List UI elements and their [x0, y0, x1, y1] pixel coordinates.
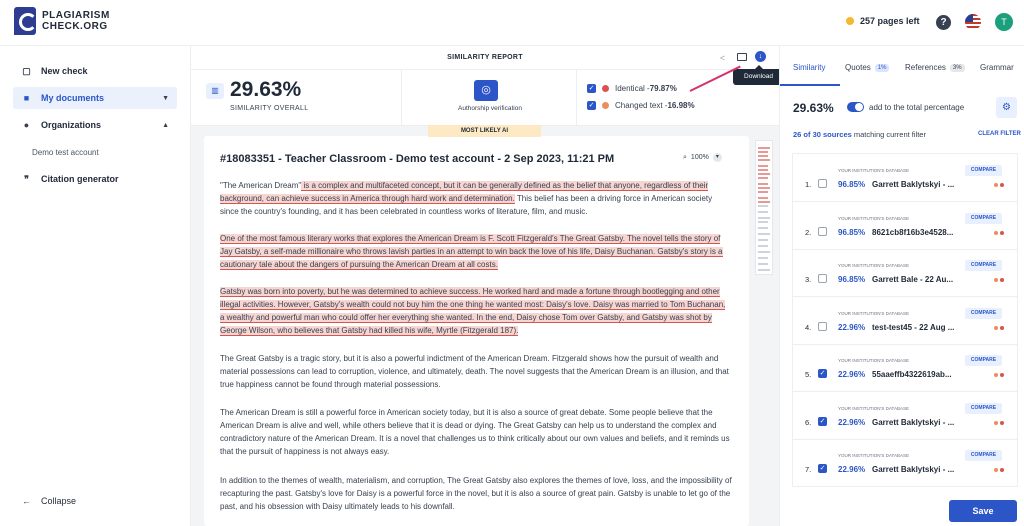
source-checkbox[interactable]: ✓ — [819, 417, 826, 425]
compare-button[interactable]: COMPARE — [965, 403, 1002, 414]
compare-button[interactable]: COMPARE — [965, 213, 1002, 224]
minimap-line — [758, 221, 768, 223]
minimap-line — [758, 177, 768, 179]
source-match-dots — [992, 278, 1004, 282]
sidebar-item-label: Citation generator — [41, 174, 119, 184]
source-match-dots — [992, 326, 1004, 330]
changed-dot-icon — [602, 102, 609, 109]
gear-icon[interactable]: ⚙ — [996, 97, 1017, 118]
source-number: 5. — [805, 370, 812, 379]
source-match-dots — [992, 183, 1004, 187]
changed-dot-icon — [994, 468, 998, 472]
source-database-label: YOUR INSTITUTION'S DATABASE — [838, 405, 909, 411]
identical-filter[interactable] — [587, 84, 677, 93]
minimap-line — [758, 227, 768, 229]
source-number: 7. — [805, 465, 812, 474]
source-checkbox[interactable]: ✓ — [819, 465, 826, 472]
changed-dot-icon — [994, 373, 998, 377]
document-title: #18083351 - Teacher Classroom - Demo test account - 2 Sep 2023, 11:21 PM — [220, 153, 615, 165]
source-checkbox[interactable] — [818, 274, 827, 283]
print-icon[interactable] — [737, 53, 747, 61]
source-number: 4. — [805, 322, 812, 332]
source-checkbox[interactable]: ✓ — [819, 370, 826, 377]
minimap-line — [758, 269, 770, 271]
changed-dot-icon — [994, 326, 998, 330]
tab-label: References — [905, 63, 946, 72]
source-database-label: YOUR INSTITUTION'S DATABASE — [838, 453, 909, 458]
source-item[interactable] — [793, 439, 1017, 487]
pages-left-indicator[interactable] — [846, 16, 920, 26]
sidebar-item-demo-test-account[interactable]: Demo test account — [32, 148, 99, 157]
compare-button[interactable]: COMPARE — [965, 165, 1002, 176]
compare-button[interactable]: COMPARE — [965, 450, 1002, 461]
tab-label: Similarity — [793, 63, 826, 72]
sources-list — [792, 153, 1018, 487]
fingerprint-icon: ◎ — [474, 80, 498, 101]
changed-dot-icon — [994, 183, 998, 187]
source-item[interactable] — [793, 392, 1017, 440]
similarity-overall-label: SIMILARITY OVERALL — [230, 105, 309, 112]
active-tab-indicator — [780, 84, 840, 86]
minimap-line — [758, 159, 770, 161]
minimap-line — [758, 257, 768, 259]
sidebar-item-new-check[interactable] — [13, 60, 177, 82]
sidebar — [0, 46, 191, 526]
source-percent: 96.85% — [838, 180, 866, 189]
minimap-line — [758, 263, 768, 265]
panel-similarity-value: 29.63% — [793, 101, 834, 115]
source-name[interactable]: Garrett Bale - 22 Au... — [872, 275, 954, 284]
chevron-down-icon: ▾ — [713, 153, 722, 162]
minimap-line — [758, 173, 770, 175]
save-button[interactable]: Save — [949, 500, 1017, 522]
identical-label: Identical - — [615, 84, 650, 93]
identical-dot-icon — [1000, 326, 1004, 330]
document-minimap[interactable] — [755, 140, 773, 275]
identical-value: 79.87% — [649, 84, 677, 93]
logo-line1: PLAGIARISM — [42, 10, 110, 21]
minimap-line — [758, 239, 768, 241]
changed-text-filter[interactable] — [587, 101, 695, 110]
minimap-line — [758, 197, 768, 199]
chevron-up-icon[interactable]: ▲ — [162, 121, 169, 129]
source-database-label: YOUR INSTITUTION'S DATABASE — [838, 358, 909, 363]
sidebar-item-organizations[interactable] — [13, 114, 177, 136]
source-item[interactable] — [793, 344, 1017, 392]
sources-count-value: 26 of 30 sources — [793, 130, 852, 139]
tab-references[interactable] — [905, 63, 965, 72]
paragraph-4: The Great Gatsby is a tragic story, but it is also a powerful indictment of the American Dream. Fitzgerald shows how the pursuit of wealth and material possessions can lead to corruption, violence, and ultimately, death. The novel suggests that the American Dream is an illusion, and that true happiness cannot be found through material possessions. — [220, 354, 729, 389]
identical-dot-icon — [1000, 183, 1004, 187]
folder-icon: ■ — [23, 93, 30, 103]
sidebar-item-label: My documents — [41, 93, 105, 103]
source-database-label: YOUR INSTITUTION'S DATABASE — [838, 215, 909, 221]
zoom-control[interactable] — [683, 153, 722, 162]
source-match-dots — [992, 231, 1004, 235]
report-header — [191, 46, 779, 70]
share-icon[interactable]: < — [720, 53, 726, 63]
tab-label: Grammar — [980, 63, 1014, 72]
document-icon: ▢ — [22, 65, 31, 76]
source-number: 2. — [805, 227, 812, 237]
identical-dot-icon — [1000, 468, 1004, 472]
text-plain: This belief has been a driving force in American society since the country's founding, and it has been celebrated in countless works of literature, film, and music. — [220, 194, 713, 216]
source-item[interactable] — [793, 249, 1017, 297]
most-likely-ai-badge: MOST LIKELY AI — [428, 125, 541, 137]
sidebar-item-citation-generator[interactable] — [13, 168, 177, 190]
identical-dot-icon — [602, 85, 609, 92]
paragraph-3 — [220, 285, 732, 337]
source-name[interactable]: Garrett Baklytskyi - ... — [872, 180, 955, 189]
paragraph-2 — [220, 232, 732, 271]
us-flag-icon[interactable] — [965, 14, 981, 30]
sources-count-suffix: matching current filter — [851, 130, 926, 139]
source-number: 3. — [805, 275, 812, 284]
users-icon: ● — [23, 120, 30, 130]
source-number: 1. — [805, 180, 812, 189]
sidebar-item-label: Organizations — [41, 120, 102, 130]
clear-filter-link[interactable]: CLEAR FILTER — [978, 131, 1021, 137]
coin-icon — [846, 17, 854, 25]
tab-badge: 3% — [950, 64, 965, 72]
paragraph-5: The American Dream is still a powerful force in American society today, but it is also a source of great debate. Some people believe that the American Dream is alive and well, while others believe that it is dead or dying. The Great Gatsby can help us to understand the complex and contradictory nature of the American Dream. It is a novel that challenges us to think critically about our own values and beliefs, and it reminds us that the pursuit of happiness is not always easy. — [220, 408, 730, 456]
source-checkbox[interactable] — [818, 322, 827, 331]
minimap-line — [758, 233, 770, 235]
minimap-line — [758, 147, 770, 149]
source-match-dots — [992, 421, 1004, 425]
source-name[interactable]: 8621cb8f16b3e4528... — [872, 227, 954, 237]
collapse-label: Collapse — [41, 496, 77, 506]
source-match-dots — [992, 468, 1004, 472]
download-tooltip: Download — [733, 69, 784, 85]
source-database-label: YOUR INSTITUTION'S DATABASE — [838, 168, 909, 173]
document-card — [204, 136, 749, 526]
changed-dot-icon — [994, 421, 998, 425]
source-name[interactable]: Garrett Baklytskyi - ... — [872, 465, 955, 474]
minimap-line — [758, 201, 770, 203]
source-match-dots — [992, 373, 1004, 377]
chevron-down-icon[interactable]: ▼ — [162, 94, 169, 102]
changed-text-label: Changed text - — [615, 101, 668, 110]
identical-dot-icon — [1000, 421, 1004, 425]
tab-label: Quotes — [845, 63, 871, 72]
paragraph-6: In addition to the themes of wealth, materialism, and corruption, The Great Gatsby also explores the themes of love, loss, and the impossibility of recapturing the past. Gatsby's love for Daisy is a powerful force in the novel, but it is also a source of great pain. Gatsby is unable to let go of the past, and his obsession with Daisy ultimately leads to his downfall. — [220, 476, 732, 511]
compare-button[interactable]: COMPARE — [965, 355, 1002, 366]
minimap-line — [758, 205, 768, 207]
similarity-summary — [191, 70, 779, 126]
minimap-line — [758, 245, 768, 247]
avatar[interactable]: T — [995, 13, 1013, 31]
text-match[interactable]: Gatsby was born into poverty, but he was determined to achieve success. He worked hard and made a fortune through bootlegging and other illegal activities. However, Gatsby's wealth could not buy him the one thing he wanted most: Daisy's love. Daisy was married to Tom Buchanan, a wealthy and powerful man who could offer her everything she wanted. In the end, Daisy chose Tom over Gatsby, and Gatsby was shot by George Wilson, who believes that Gatsby had killed his wife, Myrtle (Fitzgerald 187). — [220, 287, 726, 335]
minimap-line — [758, 211, 768, 213]
source-percent: 96.85% — [838, 275, 866, 284]
source-percent: 22.96% — [838, 417, 866, 427]
arrow-left-icon: ← — [22, 496, 31, 506]
source-checkbox[interactable] — [818, 227, 827, 236]
source-name[interactable]: 55aaeffb4322619ab... — [872, 370, 952, 379]
changed-dot-icon — [994, 278, 998, 282]
source-percent: 22.96% — [838, 465, 866, 474]
minimap-line — [758, 251, 770, 253]
sources-count — [793, 130, 926, 139]
sidebar-item-label: New check — [41, 66, 88, 76]
authorship-verification[interactable] — [401, 70, 577, 125]
changed-dot-icon — [994, 231, 998, 235]
minimap-line — [758, 183, 768, 185]
text-match[interactable]: One of the most famous literary works that explores the American Dream is F. Scott Fitzgerald's The Great Gatsby. The novel tells the story of Jay Gatsby, a self-made millionaire who throws lavish parties in an attempt to win back the love of his life, Daisy Buchanan. Gatsby's story is a cautionary tale about the dangers of pursuing the American Dream at all costs. — [220, 234, 723, 269]
minimap-line — [758, 217, 770, 219]
tab-grammar[interactable] — [980, 63, 1014, 72]
source-percent: 22.96% — [838, 322, 866, 332]
minimap-line — [758, 151, 768, 153]
source-database-label: YOUR INSTITUTION'S DATABASE — [838, 310, 909, 316]
source-checkbox[interactable] — [818, 179, 827, 188]
help-icon[interactable]: ? — [936, 15, 951, 30]
tab-similarity[interactable] — [793, 63, 825, 72]
search-icon: ⌕ — [683, 153, 687, 161]
tab-quotes[interactable] — [845, 63, 889, 72]
zoom-value: 100% — [690, 154, 709, 161]
sidebar-item-my-documents[interactable] — [13, 87, 177, 109]
minimap-line — [758, 187, 770, 189]
identical-dot-icon — [1000, 231, 1004, 235]
minimap-line — [758, 169, 768, 171]
compare-button[interactable]: COMPARE — [965, 260, 1002, 271]
source-name[interactable]: test-test45 - 22 Aug ... — [872, 322, 955, 332]
minimap-line — [758, 191, 768, 193]
source-database-label: YOUR INSTITUTION'S DATABASE — [838, 263, 909, 268]
identical-checkbox[interactable]: ✓ — [588, 85, 595, 92]
top-bar — [0, 0, 1024, 46]
paragraph-1 — [220, 179, 732, 218]
logo-mark-icon — [14, 7, 36, 35]
source-name[interactable]: Garrett Baklytskyi - ... — [872, 417, 955, 427]
source-item[interactable] — [793, 154, 1017, 202]
changed-text-checkbox[interactable]: ✓ — [588, 102, 595, 109]
minimap-line — [758, 165, 768, 167]
logo-line2: CHECK.ORG — [42, 21, 108, 32]
download-icon[interactable]: ↓ — [755, 51, 766, 62]
identical-dot-icon — [1000, 373, 1004, 377]
report-title: SIMILARITY REPORT — [447, 54, 523, 61]
quote-icon: ❞ — [24, 173, 29, 184]
sources-panel — [779, 46, 1024, 526]
compare-button[interactable]: COMPARE — [965, 308, 1002, 319]
source-item[interactable] — [793, 202, 1017, 250]
similarity-overall-value: 29.63% — [230, 78, 302, 101]
text-plain: "The American Dream" — [220, 181, 302, 190]
collapse-button[interactable] — [13, 490, 177, 512]
add-to-total-toggle[interactable] — [847, 102, 864, 112]
authorship-label: Authorship verification — [458, 105, 522, 112]
identical-dot-icon — [1000, 278, 1004, 282]
logo[interactable] — [14, 7, 110, 35]
changed-text-value: 16.98% — [667, 101, 695, 110]
source-number: 6. — [805, 417, 812, 427]
source-percent: 22.96% — [838, 370, 866, 379]
text-match[interactable]: is a complex and multifaceted concept, but it can be generally defined as the belief that anyone, regardless of their background, can achieve success in America through hard work and determination. — [220, 181, 709, 203]
minimap-line — [758, 155, 768, 157]
pages-left-text: 257 pages left — [860, 16, 920, 26]
chart-icon: ▥ — [206, 83, 224, 99]
tab-badge: 1% — [875, 64, 890, 72]
source-percent: 96.85% — [838, 227, 866, 237]
source-item[interactable] — [793, 297, 1017, 345]
add-to-total-label: add to the total percentage — [869, 103, 965, 112]
